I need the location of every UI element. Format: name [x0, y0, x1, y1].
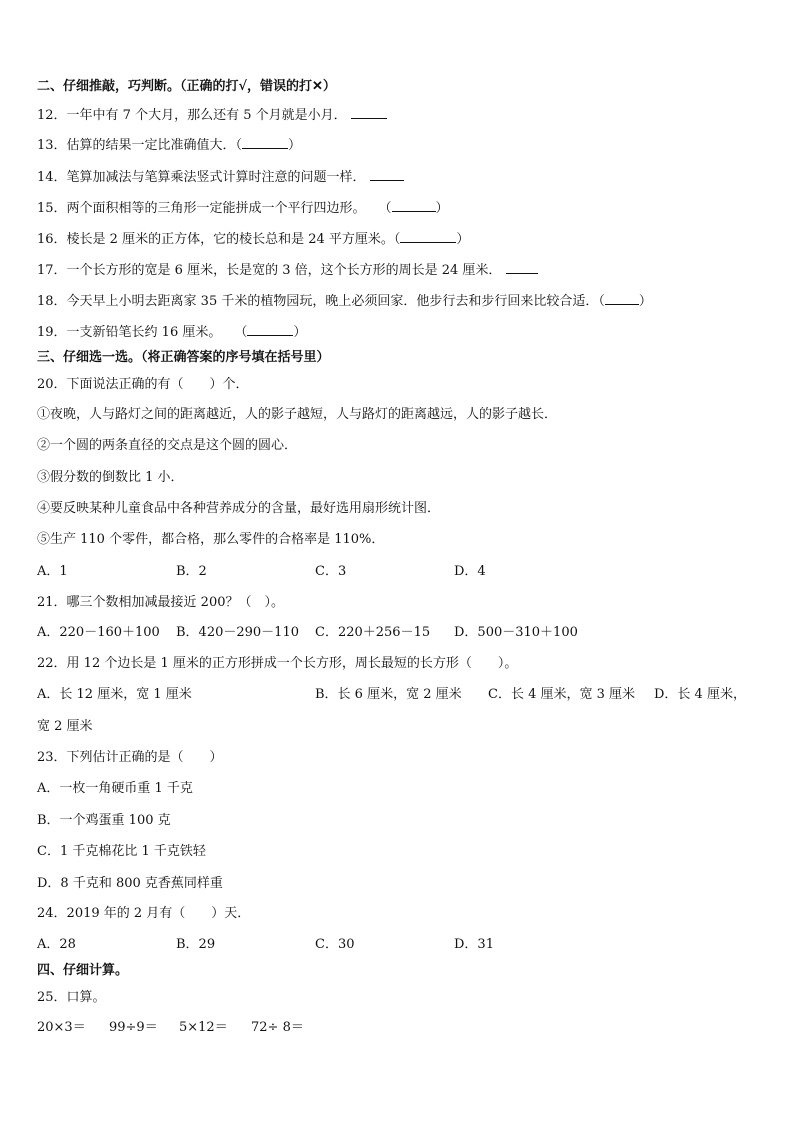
- question-text: 16．棱长是 2 厘米的正方体，它的棱长总和是 24 平方厘米。（: [37, 232, 401, 247]
- q21-option-a[interactable]: A．220－160＋100: [37, 625, 160, 640]
- calc-problem-3: 5×12＝: [179, 1020, 228, 1035]
- question-20-statement-5: ⑤生产 110 个零件，都合格，那么零件的合格率是 110%．: [37, 532, 385, 547]
- q20-option-a[interactable]: A．1: [37, 564, 68, 579]
- calc-problem-2: 99÷9＝: [109, 1020, 158, 1035]
- answer-blank[interactable]: [506, 261, 538, 274]
- question-21-stem: 21．哪三个数相加减最接近 200？（ ）。: [37, 595, 284, 610]
- q23-option-b[interactable]: B．一个鸡蛋重 100 克: [37, 813, 171, 828]
- question-tail: ）: [638, 294, 652, 309]
- section-heading-choice: 三、仔细选一选。（将正确答案的序号填在括号里）: [37, 350, 330, 365]
- q21-option-c[interactable]: C．220＋256－15: [315, 625, 431, 640]
- question-tail: ）: [288, 138, 302, 153]
- question-13: [37, 136, 301, 155]
- question-text: 15．两个面积相等的三角形一定能拼成一个平行四边形。 （: [37, 201, 392, 216]
- question-23-stem: 23．下列估计正确的是（ ）: [37, 750, 223, 765]
- question-17: [37, 261, 538, 280]
- question-15: [37, 199, 449, 218]
- question-22-stem: 22．用 12 个边长是 1 厘米的正方形拼成一个长方形，周长最短的长方形（ ）。: [37, 656, 518, 671]
- answer-blank[interactable]: [392, 199, 436, 212]
- q24-option-a[interactable]: A．28: [37, 937, 76, 952]
- answer-blank[interactable]: [351, 106, 387, 119]
- question-12: [37, 106, 387, 125]
- question-text: 18．今天早上小明去距离家 35 千米的植物园玩，晚上必须回家．他步行去和步行回来比较合适．（: [37, 294, 605, 309]
- q23-option-d[interactable]: D．8 千克和 800 克香蕉同样重: [37, 876, 223, 891]
- section-heading-calc: 四、仔细计算。: [37, 963, 129, 978]
- q22-option-c[interactable]: C．长 4 厘米，宽 3 厘米: [488, 687, 636, 702]
- question-text: 12．一年中有 7 个大月，那么还有 5 个月就是小月．: [37, 108, 347, 123]
- question-18: [37, 292, 652, 311]
- q23-option-c[interactable]: C．1 千克棉花比 1 千克铁轻: [37, 844, 206, 859]
- question-25-stem: 25．口算。: [37, 990, 106, 1005]
- q20-option-b[interactable]: B．2: [176, 564, 207, 579]
- q21-option-d[interactable]: D．500－310＋100: [454, 625, 578, 640]
- question-tail: ）: [293, 325, 307, 340]
- question-text: 13．估算的结果一定比准确值大．（: [37, 138, 243, 153]
- question-text: 17．一个长方形的宽是 6 厘米，长是宽的 3 倍，这个长方形的周长是 24 厘米．: [37, 263, 502, 278]
- q22-option-d[interactable]: D．长 4 厘米，: [654, 687, 746, 702]
- q22-option-a[interactable]: A．长 12 厘米，宽 1 厘米: [37, 687, 192, 702]
- q24-option-c[interactable]: C．30: [315, 937, 355, 952]
- question-tail: ）: [435, 201, 449, 216]
- answer-blank[interactable]: [400, 230, 456, 243]
- question-text: 19．一支新铅笔长约 16 厘米。 （: [37, 325, 248, 340]
- q23-option-a[interactable]: A．一枚一角硬币重 1 千克: [37, 781, 193, 796]
- q20-option-c[interactable]: C．3: [315, 564, 347, 579]
- calc-problem-4: 72÷ 8＝: [251, 1020, 304, 1035]
- question-19: [37, 323, 306, 342]
- question-tail: ）: [456, 232, 470, 247]
- question-20-statement-1: ①夜晚，人与路灯之间的距离越近，人的影子越短，人与路灯的距离越远，人的影子越长．: [37, 407, 558, 422]
- question-text: 14．笔算加减法与笔算乘法竖式计算时注意的问题一样．: [37, 170, 366, 185]
- answer-blank[interactable]: [370, 168, 404, 181]
- question-14: [37, 168, 404, 187]
- q20-option-d[interactable]: D．4: [454, 564, 486, 579]
- q24-option-d[interactable]: D．31: [454, 937, 494, 952]
- answer-blank[interactable]: [242, 136, 288, 149]
- answer-blank[interactable]: [247, 323, 293, 336]
- section-heading-judge: 二、仔细推敲，巧判断。（正确的打√，错误的打✕）: [37, 79, 336, 94]
- answer-blank[interactable]: [605, 292, 639, 305]
- q22-option-d-wrap: 宽 2 厘米: [37, 719, 93, 734]
- question-20-stem: 20．下面说法正确的有（ ）个．: [37, 377, 249, 392]
- question-20-statement-4: ④要反映某种儿童食品中各种营养成分的含量，最好选用扇形统计图．: [37, 501, 441, 516]
- question-20-statement-3: ③假分数的倒数比 1 小．: [37, 470, 184, 485]
- q24-option-b[interactable]: B．29: [176, 937, 216, 952]
- question-20-statement-2: ②一个圆的两条直径的交点是这个圆的圆心．: [37, 438, 298, 453]
- question-24-stem: 24．2019 年的 2 月有（ ）天．: [37, 906, 251, 921]
- question-16: [37, 230, 469, 249]
- calc-problem-1: 20×3＝: [37, 1020, 86, 1035]
- q21-option-b[interactable]: B．420－290－110: [176, 625, 299, 640]
- q22-option-b[interactable]: B．长 6 厘米，宽 2 厘米: [315, 687, 462, 702]
